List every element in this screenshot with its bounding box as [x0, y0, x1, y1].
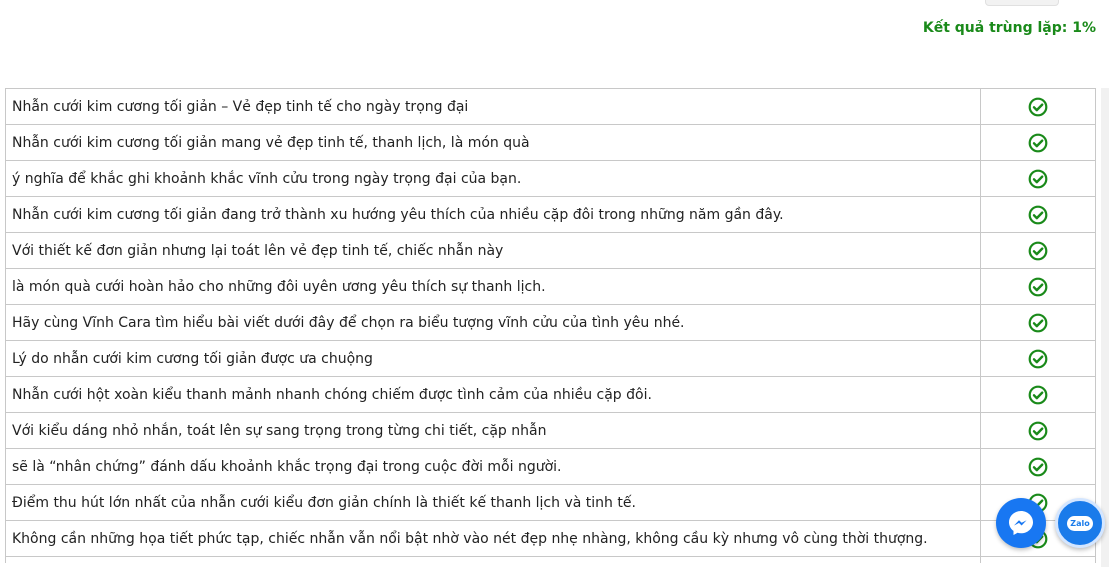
results-table-container [5, 88, 1096, 563]
sentence-cell: ý nghĩa để khắc ghi khoảnh khắc vĩnh cửu trong ngày trọng đại của bạn. [6, 161, 981, 197]
status-cell [981, 449, 1096, 485]
table-row [6, 89, 1096, 125]
check-circle-icon [1028, 349, 1048, 369]
check-circle-icon [1028, 97, 1048, 117]
messenger-button[interactable] [996, 498, 1046, 548]
status-cell [981, 89, 1096, 125]
sentence-cell: Nhẫn cưới kim cương tối giản đang trở thành xu hướng yêu thích của nhiều cặp đôi trong những năm gần đây. [6, 197, 981, 233]
table-row [6, 449, 1096, 485]
zalo-icon: Zalo [1067, 516, 1092, 531]
duplicate-result-label: Kết quả trùng lặp: 1% [922, 20, 1096, 36]
table-row [6, 557, 1096, 564]
table-row [6, 485, 1096, 521]
scrollbar[interactable] [1101, 88, 1109, 567]
messenger-icon [1006, 508, 1036, 538]
sentence-cell [6, 557, 981, 564]
check-circle-icon [1028, 205, 1048, 225]
table-row [6, 413, 1096, 449]
status-cell [981, 557, 1096, 564]
sentence-cell: sẽ là “nhân chứng” đánh dấu khoảnh khắc trọng đại trong cuộc đời mỗi người. [6, 449, 981, 485]
sentence-cell: Lý do nhẫn cưới kim cương tối giản được ưa chuộng [6, 341, 981, 377]
status-cell [981, 341, 1096, 377]
sentence-cell: Với kiểu dáng nhỏ nhắn, toát lên sự sang trọng trong từng chi tiết, cặp nhẫn [6, 413, 981, 449]
status-cell [981, 305, 1096, 341]
sentence-cell: Hãy cùng Vĩnh Cara tìm hiểu bài viết dưới đây để chọn ra biểu tượng vĩnh cửu của tình yêu nhé. [6, 305, 981, 341]
sentence-cell: Với thiết kế đơn giản nhưng lại toát lên vẻ đẹp tinh tế, chiếc nhẫn này [6, 233, 981, 269]
sentence-cell: Không cần những họa tiết phức tạp, chiếc nhẫn vẫn nổi bật nhờ vào nét đẹp nhẹ nhàng, không cầu kỳ nhưng vô cùng thời thượng. [6, 521, 981, 557]
status-cell [981, 161, 1096, 197]
table-row [6, 305, 1096, 341]
sentence-cell: Điểm thu hút lớn nhất của nhẫn cưới kiểu đơn giản chính là thiết kế thanh lịch và tinh tế. [6, 485, 981, 521]
table-row [6, 197, 1096, 233]
top-tab[interactable] [985, 0, 1059, 6]
table-row [6, 521, 1096, 557]
table-row [6, 377, 1096, 413]
sentence-cell: Nhẫn cưới hột xoàn kiểu thanh mảnh nhanh chóng chiếm được tình cảm của nhiều cặp đôi. [6, 377, 981, 413]
check-circle-icon [1028, 421, 1048, 441]
zalo-button[interactable] [1055, 498, 1105, 548]
check-circle-icon [1028, 457, 1048, 477]
check-circle-icon [1028, 241, 1048, 261]
check-circle-icon [1028, 133, 1048, 153]
sentence-cell: là món quà cưới hoàn hảo cho những đôi uyên ương yêu thích sự thanh lịch. [6, 269, 981, 305]
results-table-body [6, 89, 1096, 564]
sentence-cell: Nhẫn cưới kim cương tối giản mang vẻ đẹp tinh tế, thanh lịch, là món quà [6, 125, 981, 161]
status-cell [981, 413, 1096, 449]
status-cell [981, 125, 1096, 161]
status-cell [981, 377, 1096, 413]
table-row [6, 125, 1096, 161]
status-cell [981, 197, 1096, 233]
table-row [6, 341, 1096, 377]
sentence-cell: Nhẫn cưới kim cương tối giản – Vẻ đẹp tinh tế cho ngày trọng đại [6, 89, 981, 125]
results-table [5, 88, 1096, 563]
check-circle-icon [1028, 169, 1048, 189]
table-row [6, 233, 1096, 269]
check-circle-icon [1028, 277, 1048, 297]
table-row [6, 161, 1096, 197]
check-circle-icon [1028, 313, 1048, 333]
status-cell [981, 233, 1096, 269]
table-row [6, 269, 1096, 305]
status-cell [981, 269, 1096, 305]
check-circle-icon [1028, 385, 1048, 405]
